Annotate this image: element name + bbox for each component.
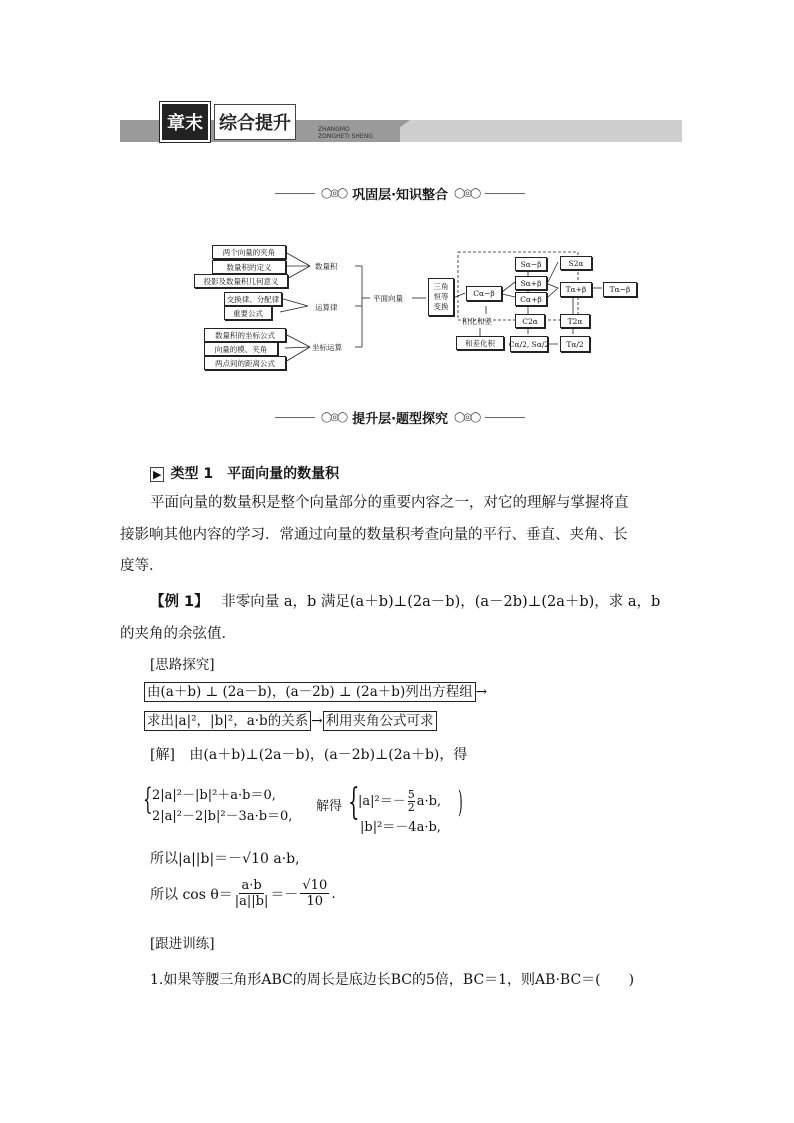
diagram-box: Tα/2 xyxy=(560,336,590,352)
think-flow-1 xyxy=(144,682,487,702)
ornament-icon: ◯◎◯ xyxy=(454,188,480,199)
divider xyxy=(275,417,315,418)
result-1-post: a·b, xyxy=(416,794,442,809)
type-heading-text: 类型 1 平面向量的数量积 xyxy=(170,466,340,482)
fraction-num: √10 xyxy=(302,878,328,893)
think-flow-2 xyxy=(144,711,437,731)
diagram-box: 和差化积 xyxy=(456,336,504,350)
section-title: 巩固层·知识整合 xyxy=(352,188,449,203)
diagram-box: 数量积的坐标公式 xyxy=(204,328,286,342)
diagram-label: 积化和差 xyxy=(462,317,492,326)
diagram-label: 运算律 xyxy=(315,303,338,312)
conclusion-2 xyxy=(150,878,336,909)
ornament-icon: ◯◎◯ xyxy=(321,412,347,423)
brace-icon: { xyxy=(348,782,360,823)
example-label: 【例 1】 xyxy=(150,594,209,610)
period: . xyxy=(331,885,336,902)
fraction xyxy=(235,878,269,909)
flow-box: 利用夹角公式可求 xyxy=(323,711,437,731)
paragraph-line: 接影响其他内容的学习．常通过向量的数量积考查向量的平行、垂直、夹角、长 xyxy=(120,527,628,543)
section-knowledge-header xyxy=(275,184,525,203)
diagram-box: 交换律、分配律 xyxy=(224,292,282,306)
fraction-den: 2 xyxy=(407,801,415,814)
solution-line xyxy=(150,744,467,764)
fraction xyxy=(408,789,415,814)
diagram-box: Tα+β xyxy=(560,282,592,297)
diagram-box: Sα−β xyxy=(515,257,547,271)
diagram-box: 两个向量的夹角 xyxy=(212,245,286,259)
chapter-title-rest: 综合提升 xyxy=(214,104,296,140)
fraction-num: a·b xyxy=(241,878,262,893)
flow-box: 求出|a|²，|b|²，a·b的关系 xyxy=(144,711,311,731)
paragraph-line: 平面向量的数量积是整个向量部分的重要内容之一，对它的理解与掌握将直 xyxy=(150,495,629,511)
ornament-icon: ◯◎◯ xyxy=(321,188,347,199)
diagram-box: S2α xyxy=(560,256,592,270)
result-1 xyxy=(358,789,441,814)
diagram-box: T2α xyxy=(560,314,590,328)
diagram-box: Sα+β xyxy=(515,276,547,290)
diagram-box: 投影及数量积几何意义 xyxy=(194,274,288,288)
example-text: 非零向量 a，b 满足(a＋b)⊥(2a－b)，(a－2b)⊥(2a＋b)，求 a，b xyxy=(221,594,661,610)
diagram-box: C2α xyxy=(515,314,545,328)
diagram-box: Cα−β xyxy=(466,286,502,301)
fraction-den: 10 xyxy=(306,894,324,909)
conclusion-2-pre: 所以 cos θ＝ xyxy=(150,886,233,903)
diagram-box: Tα−β xyxy=(603,282,637,297)
result-1-pre: |a|²＝－ xyxy=(358,794,406,809)
section-explore-header xyxy=(275,408,525,427)
think-label: [思路探究] xyxy=(150,657,215,673)
knowledge-diagram xyxy=(190,240,650,380)
pinyin-line1: ZHANGMO xyxy=(318,126,350,133)
ornament-icon: ◯◎◯ xyxy=(454,412,480,423)
diagram-box: 两点间的距离公式 xyxy=(204,356,286,370)
pinyin-line2: ZONGHETI SHENG xyxy=(318,133,373,140)
chapter-title xyxy=(160,104,296,140)
example-line2: 的夹角的余弦值． xyxy=(120,626,236,642)
type-heading xyxy=(150,463,339,483)
diagram-label: 数量积 xyxy=(315,262,338,271)
diagram-box: 重要公式 xyxy=(224,306,272,320)
divider xyxy=(485,193,525,194)
diagram-box: 向量的模、夹角 xyxy=(204,342,278,356)
flow-box: 由(a＋b) ⊥ (2a－b)，(a－2b) ⊥ (2a＋b)列出方程组 xyxy=(144,682,476,702)
fraction-den: |a||b| xyxy=(234,894,269,909)
header-banner-slant xyxy=(380,120,410,142)
conclusion-1: 所以|a||b|＝－√10 a·b, xyxy=(150,851,300,867)
arrow-icon: → xyxy=(475,684,488,700)
equation: 2|a|²－2|b|²－3a·b＝0, xyxy=(152,809,293,824)
paren-icon: ) xyxy=(458,785,463,820)
diagram-label: 坐标运算 xyxy=(312,343,342,352)
follow-label: [跟进训练] xyxy=(150,936,215,952)
paragraph-line: 度等． xyxy=(120,558,164,574)
result-2: |b|²＝－4a·b, xyxy=(360,820,441,835)
question-1: 1.如果等腰三角形ABC的周长是底边长BC的5倍，BC＝1，则AB·BC＝( ) xyxy=(150,972,635,988)
chapter-pinyin xyxy=(318,126,373,140)
solution-label: [解] xyxy=(150,747,175,763)
solve-text: 解得 xyxy=(316,799,343,814)
divider xyxy=(275,193,315,194)
equals-sign: ＝－ xyxy=(270,886,299,903)
equation: 2|a|²－|b|²＋a·b＝0, xyxy=(152,788,276,803)
triangle-icon: ▶ xyxy=(150,467,164,482)
fraction xyxy=(300,878,329,909)
diagram-box: Cα+β xyxy=(515,292,547,306)
solution-text: 由(a＋b)⊥(2a－b)，(a－2b)⊥(2a＋b)，得 xyxy=(189,747,468,763)
section-title: 提升层·题型探究 xyxy=(352,412,449,427)
example-line xyxy=(150,590,660,611)
brace-icon: { xyxy=(143,782,153,817)
arrow-icon: → xyxy=(311,713,323,729)
diagram-box: Cα/2, Sα/2 xyxy=(510,336,548,352)
fraction-num: 5 xyxy=(407,788,415,801)
diagram-box: 数量积的定义 xyxy=(212,260,286,274)
divider xyxy=(485,417,525,418)
diagram-label: 平面向量 xyxy=(373,294,403,303)
chapter-title-box: 章末 xyxy=(160,102,210,142)
diagram-box: 三角 恒等 变换 xyxy=(428,278,454,316)
